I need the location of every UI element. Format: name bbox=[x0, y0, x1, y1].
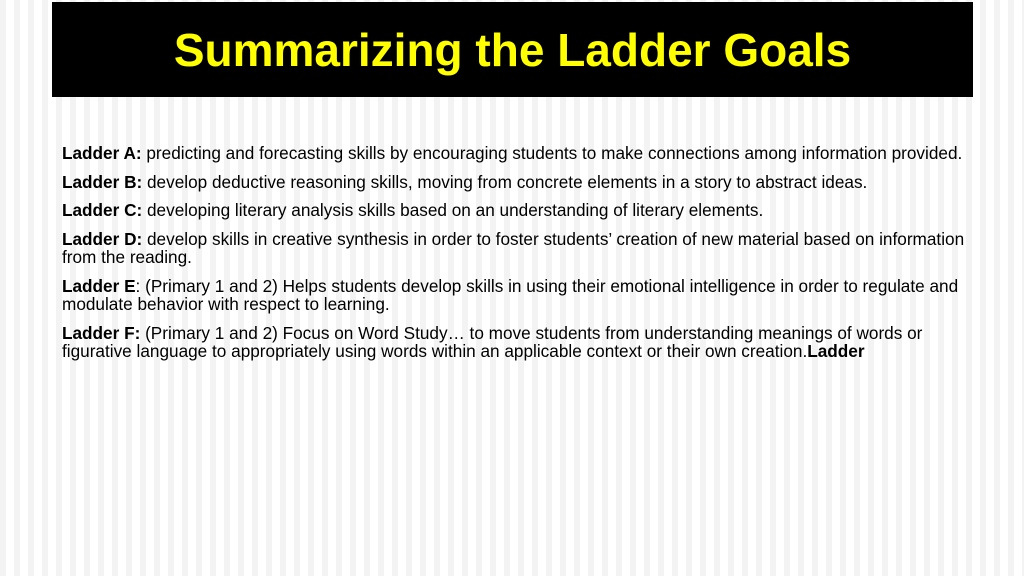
ladder-goals-list bbox=[62, 144, 972, 371]
ladder-a-label: Ladder A: bbox=[62, 143, 142, 163]
ladder-c-text: developing literary analysis skills based on an understanding of literary elements. bbox=[142, 200, 764, 220]
ladder-d-item bbox=[62, 230, 972, 267]
ladder-a-item bbox=[62, 144, 972, 163]
ladder-e-text: : (Primary 1 and 2) Helps students develop skills in using their emotional intelligence in order to regulate and modulate behavior with respect to learning. bbox=[62, 275, 959, 314]
ladder-b-label: Ladder B: bbox=[62, 171, 143, 192]
ladder-f-label: Ladder F: bbox=[62, 322, 141, 343]
ladder-c-item bbox=[62, 201, 972, 220]
ladder-c-label: Ladder C: bbox=[62, 200, 143, 220]
ladder-f-trailing-label: Ladder bbox=[807, 341, 865, 361]
title-bar bbox=[52, 2, 973, 97]
ladder-d-label: Ladder D: bbox=[62, 228, 143, 249]
ladder-f-text: (Primary 1 and 2) Focus on Word Study… to move students from understanding meanings of words or figurative language to appropriately using words within an applicable context or their own creation. bbox=[62, 322, 923, 361]
ladder-e-item bbox=[62, 277, 972, 314]
ladder-b-item bbox=[62, 173, 972, 192]
ladder-a-text: predicting and forecasting skills by encouraging students to make connections among information provided. bbox=[141, 143, 963, 163]
slide-title: Summarizing the Ladder Goals bbox=[173, 23, 852, 76]
ladder-e-label: Ladder E bbox=[62, 275, 136, 296]
ladder-d-text: develop skills in creative synthesis in order to foster students’ creation of new material based on information from the reading. bbox=[62, 228, 965, 267]
ladder-f-item bbox=[62, 324, 972, 361]
ladder-b-text: develop deductive reasoning skills, moving from concrete elements in a story to abstract ideas. bbox=[142, 171, 868, 192]
